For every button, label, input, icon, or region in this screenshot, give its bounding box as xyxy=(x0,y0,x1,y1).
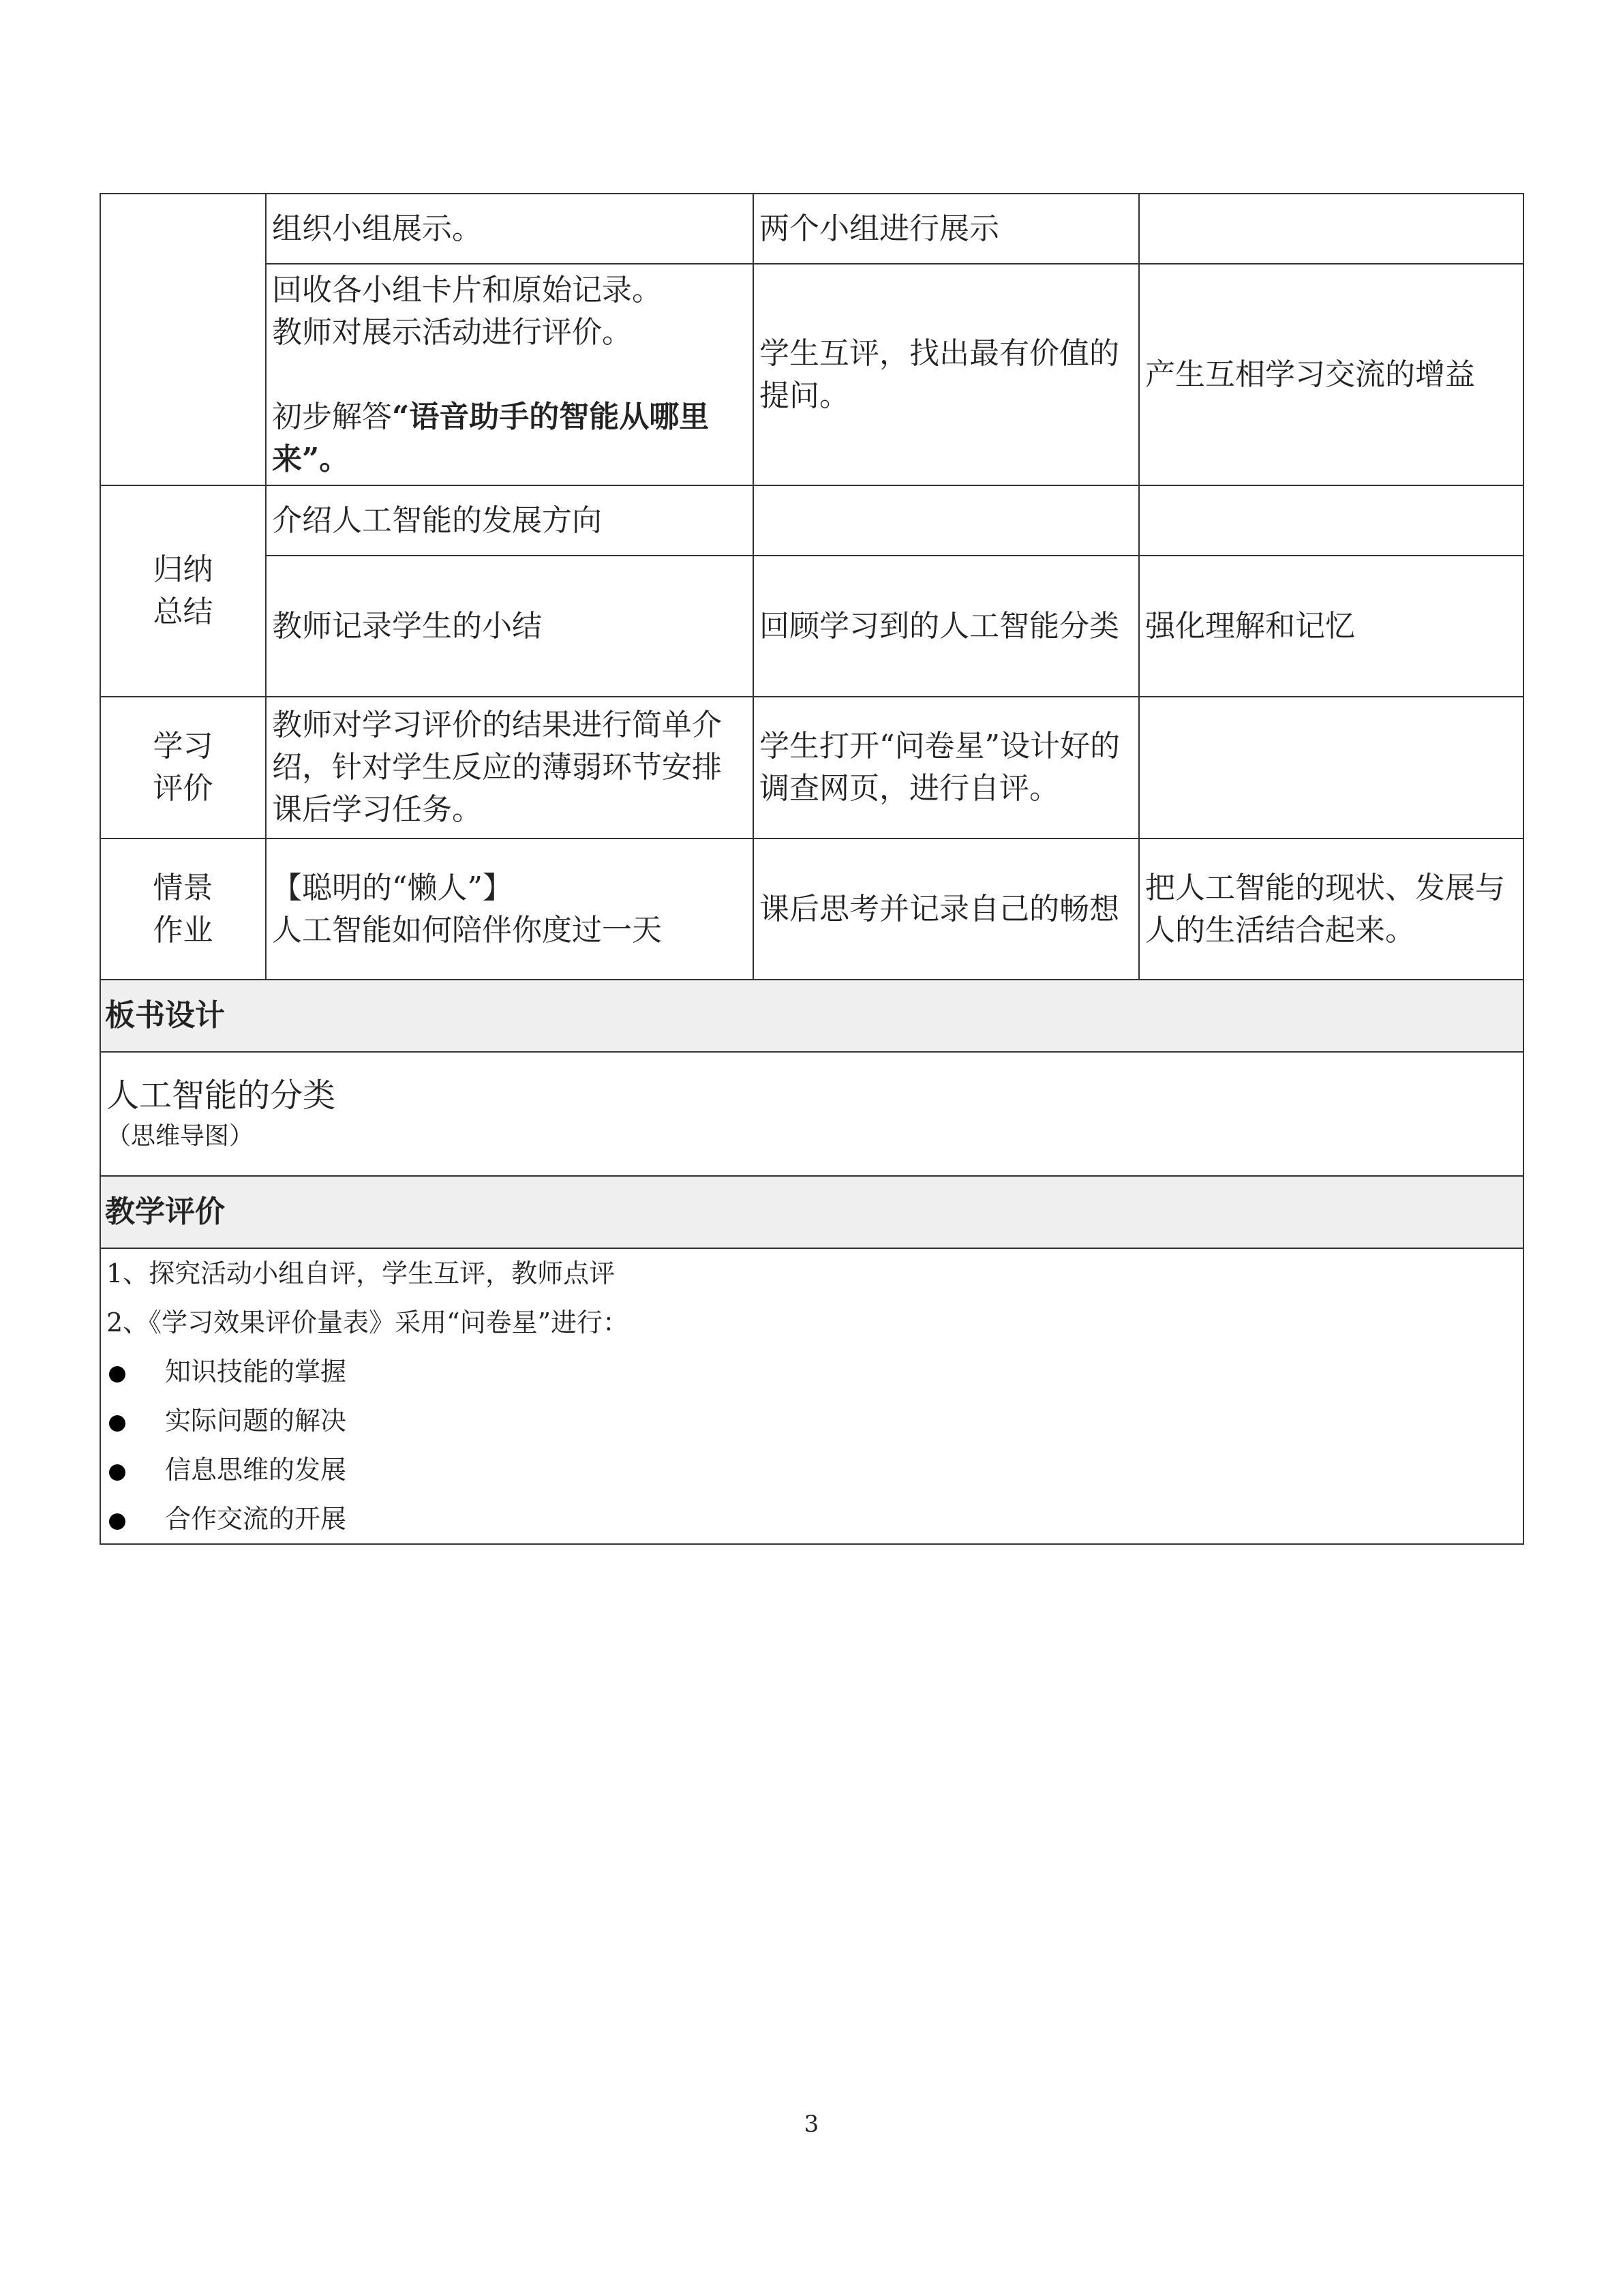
list-item: 实际问题的解决 xyxy=(106,1396,1517,1445)
design-intent-cell: 强化理解和记忆 xyxy=(1139,556,1523,697)
teacher-activity-cell: 教师记录学生的小结 xyxy=(266,556,753,697)
homework-title: 【聪明的“懒人”】 xyxy=(272,870,513,905)
design-intent-cell xyxy=(1139,485,1523,556)
bullet-icon xyxy=(109,1464,125,1481)
phase-cell-summary: 归纳 总结 xyxy=(100,485,266,697)
table-row xyxy=(100,485,1523,556)
board-design-cell xyxy=(100,1052,1523,1176)
table-row xyxy=(100,264,1523,485)
student-activity-cell: 回顾学习到的人工智能分类 xyxy=(753,556,1139,697)
bullet-icon xyxy=(109,1415,125,1432)
board-subtitle: （思维导图） xyxy=(106,1122,254,1150)
student-activity-cell xyxy=(753,485,1139,556)
teacher-activity-cell: 教师对学习评价的结果进行简单介绍，针对学生反应的薄弱环节安排课后学习任务。 xyxy=(266,697,753,839)
design-intent-cell xyxy=(1139,697,1523,839)
evaluation-line: 1、探究活动小组自评，学生互评，教师点评 xyxy=(106,1258,616,1288)
table-row xyxy=(100,556,1523,697)
teacher-line-prefix: 初步解答 xyxy=(272,399,392,434)
board-design-heading: 板书设计 xyxy=(100,980,1523,1052)
student-activity-cell: 两个小组进行展示 xyxy=(753,194,1139,264)
table-row xyxy=(100,1052,1523,1176)
bullet-icon xyxy=(109,1513,125,1530)
teacher-activity-cell xyxy=(266,839,753,980)
list-item: 合作交流的开展 xyxy=(106,1494,1517,1543)
design-intent-cell: 把人工智能的现状、发展与人的生活结合起来。 xyxy=(1139,839,1523,980)
teaching-evaluation-cell xyxy=(100,1248,1523,1544)
design-intent-cell: 产生互相学习交流的增益 xyxy=(1139,264,1523,485)
evaluation-line: 2、《学习效果评价量表》采用“问卷星”进行： xyxy=(106,1308,629,1338)
teacher-line: 回收各小组卡片和原始记录。 xyxy=(272,272,662,307)
list-item: 信息思维的发展 xyxy=(106,1445,1517,1494)
student-activity-cell: 学生打开“问卷星”设计好的调查网页，进行自评。 xyxy=(753,697,1139,839)
table-row xyxy=(100,1248,1523,1544)
section-header-row xyxy=(100,980,1523,1052)
table-row xyxy=(100,697,1523,839)
teacher-activity-cell: 组织小组展示。 xyxy=(266,194,753,264)
homework-text: 人工智能如何陪伴你度过一天 xyxy=(272,912,662,948)
table-row xyxy=(100,839,1523,980)
table-row xyxy=(100,194,1523,264)
section-header-row xyxy=(100,1176,1523,1248)
page-number: 3 xyxy=(804,2111,819,2138)
phase-cell-continued xyxy=(100,194,266,485)
bullet-icon xyxy=(109,1366,125,1383)
lesson-plan-table xyxy=(100,193,1524,1545)
teaching-evaluation-heading: 教学评价 xyxy=(100,1176,1523,1248)
teacher-line: 教师对展示活动进行评价。 xyxy=(272,314,632,350)
student-activity-cell: 学生互评，找出最有价值的提问。 xyxy=(753,264,1139,485)
teacher-activity-cell: 介绍人工智能的发展方向 xyxy=(266,485,753,556)
list-item: 知识技能的掌握 xyxy=(106,1347,1517,1396)
student-activity-cell: 课后思考并记录自己的畅想 xyxy=(753,839,1139,980)
teacher-activity-cell xyxy=(266,264,753,485)
teacher-line-bold: “语音助手的智能从哪里来”。 xyxy=(272,399,710,477)
design-intent-cell xyxy=(1139,194,1523,264)
phase-cell-homework: 情景 作业 xyxy=(100,839,266,980)
phase-cell-evaluation: 学习 评价 xyxy=(100,697,266,839)
board-title: 人工智能的分类 xyxy=(106,1076,336,1115)
